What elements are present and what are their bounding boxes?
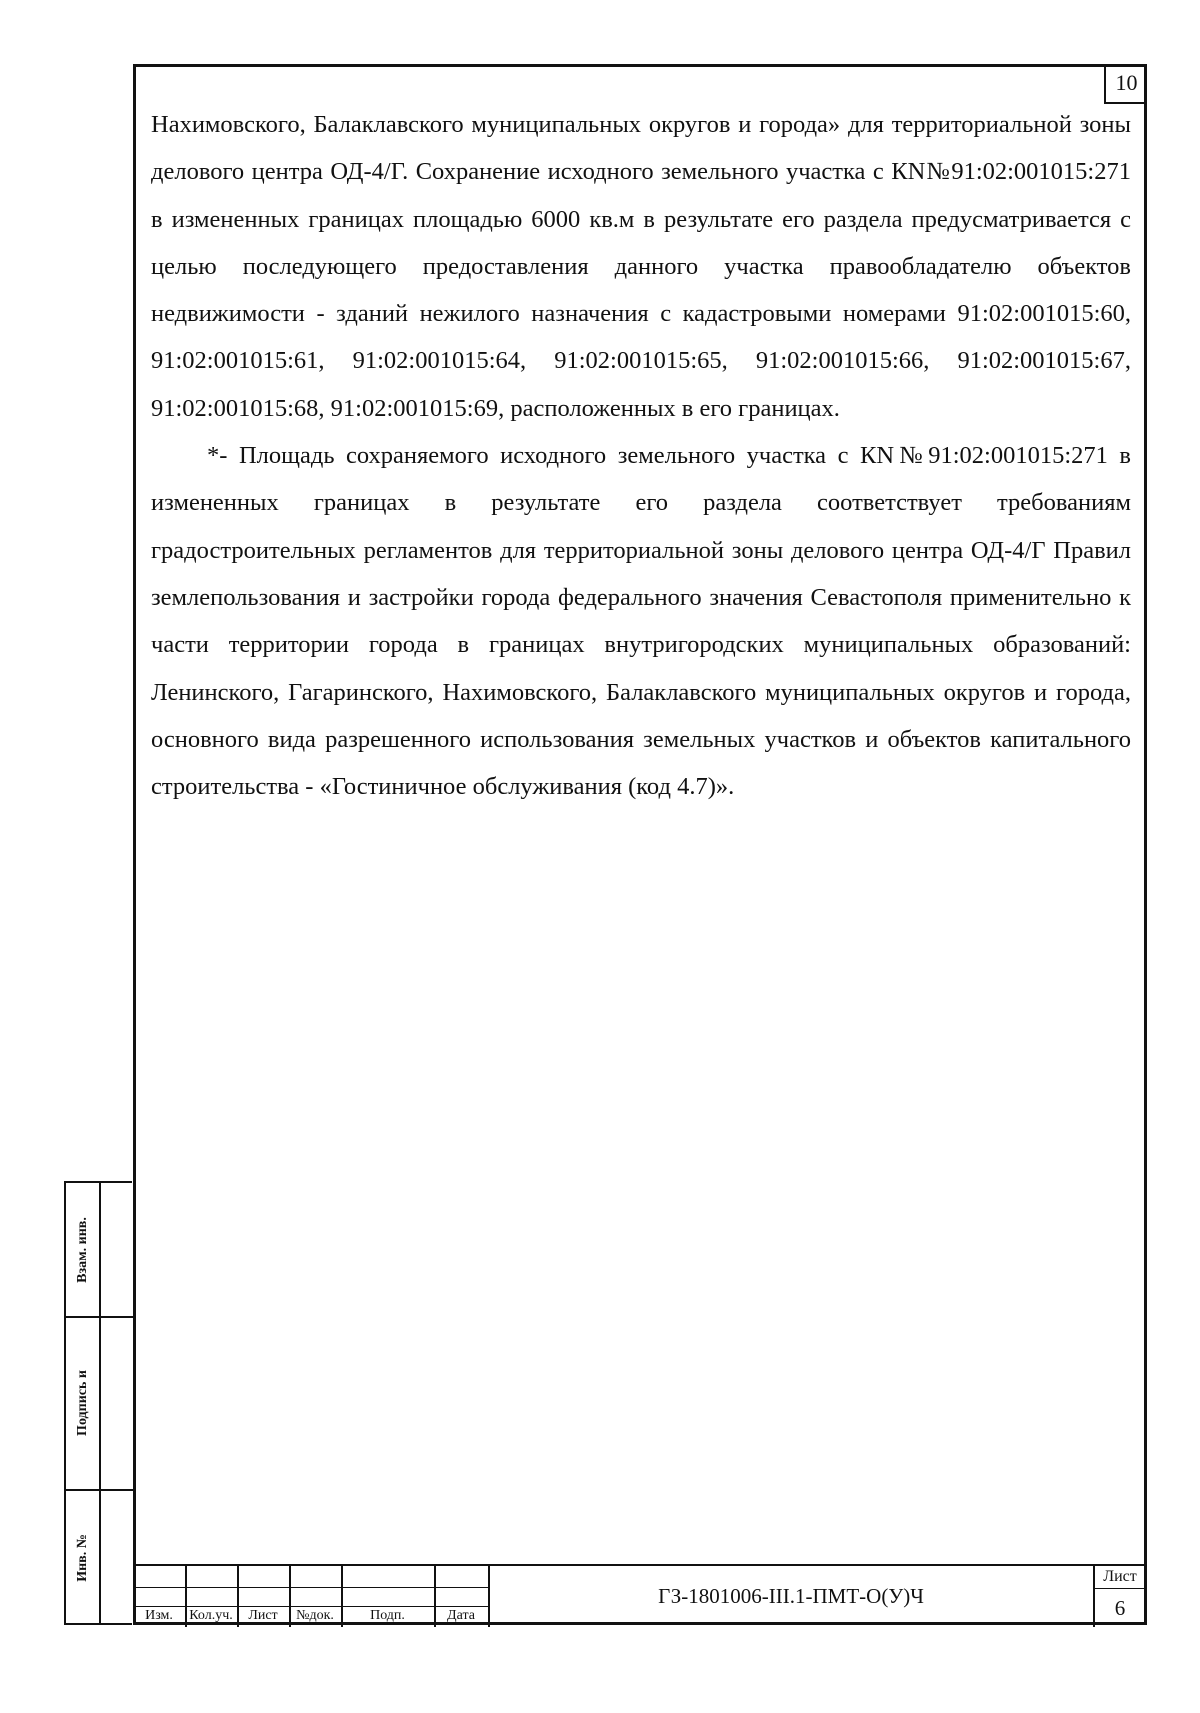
paragraph-1: Нахимовского, Балаклавского муниципальных округов и города» для территориальной зоны делового центра ОД-4/Г. Сохранение исходного земельного участка с КN№91:02:001015:271 в измененных границах площадью 6000 кв.м в результате его раздела предусматривается с целью последующего предоставления данного участка правообладателю объектов недвижимости - зданий нежилого назначения с кадастровыми номерами 91:02:001015:60, 91:02:001015:61, 91:02:001015:64, 91:02:001015:65, 91:02:001015:66, 91:02:001015:67, 91:02:001015:68, 91:02:001015:69, расположенных в его границах. <box>151 111 1131 422</box>
paragraph-2: *- Площадь сохраняемого исходного земельного участка с КN№91:02:001015:271 в измененных границах в результате его раздела соответствует требованиям градостроительных регламентов для территориальной зоны делового центра ОД-4/Г Правил землепользования и застройки города федерального значения Севастополя применительно к части территории города в границах внутригородских муниципальных образований: Ленинского, Гагаринского, Нахимовского, Балаклавского муниципальных округов и города, основного вида разрешенного использования земельных участков и объектов капитального строительства - «Гостиничное обслуживания (код 4.7)». <box>151 442 1131 801</box>
sheet-number: 6 <box>1114 1596 1126 1620</box>
body-text <box>151 101 1131 810</box>
document-code: ГЗ-1801006-III.1-ПМТ-О(У)Ч <box>658 1584 924 1608</box>
col-n-dok: №док. <box>296 1608 334 1623</box>
col-izm: Изм. <box>145 1608 173 1623</box>
side-stamp-podpis: Подпись и <box>74 1369 90 1436</box>
col-kol-uch: Кол.уч. <box>189 1608 233 1623</box>
side-stamp-inv-no: Инв. № <box>74 1534 90 1582</box>
col-podp: Подп. <box>370 1608 405 1623</box>
page-number-top: 10 <box>1104 64 1147 104</box>
side-stamp-vzam-inv: Взам. инв. <box>74 1216 90 1283</box>
col-data: Дата <box>447 1608 475 1623</box>
sheet-label: Лист <box>1103 1568 1137 1585</box>
side-stamp <box>64 1181 132 1625</box>
side-stamp-divider <box>99 1183 101 1623</box>
col-list: Лист <box>248 1608 278 1623</box>
sheet-divider <box>1093 1588 1147 1589</box>
sheet-box <box>1093 1566 1147 1627</box>
title-block <box>133 1564 1147 1625</box>
